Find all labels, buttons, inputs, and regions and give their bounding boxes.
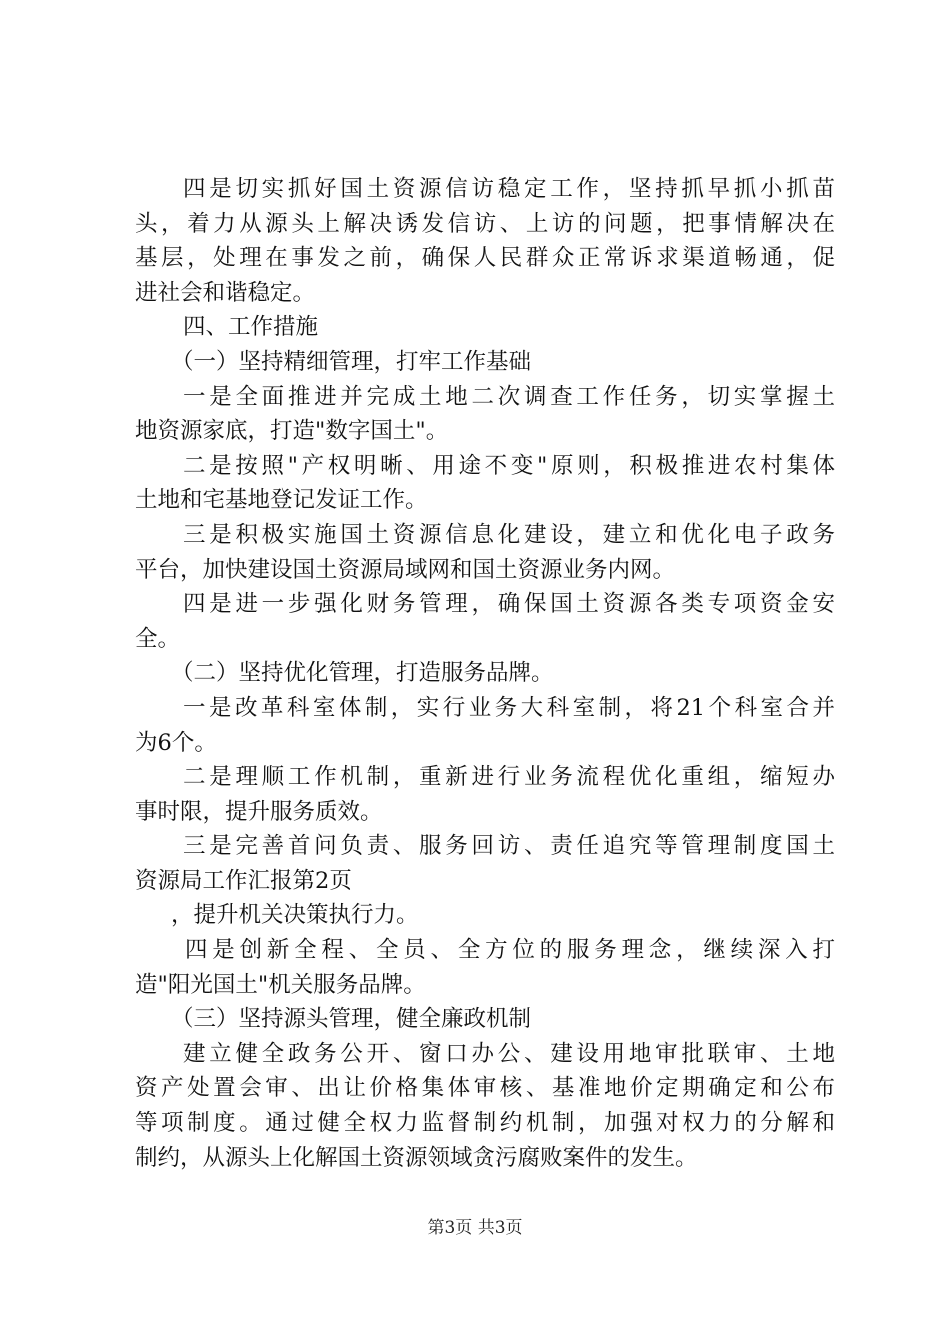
text-line: 全。 [135, 625, 181, 652]
text-line: 进社会和谐稳定。 [135, 279, 316, 306]
text-line: 制约，从源头上化解国土资源领域贪污腐败案件的发生。 [135, 1144, 698, 1171]
subsection-heading: （三）坚持源头管理，健全廉政机制 [171, 1006, 532, 1033]
subsection-heading: （一）坚持精细管理，打牢工作基础 [171, 348, 532, 375]
text-line: 土地和宅基地登记发证工作。 [135, 487, 428, 514]
text-line: 资源局工作汇报第2页 [135, 867, 352, 894]
text-line: 四是创新全程、全员、全方位的服务理念，继续深入打 [185, 937, 835, 964]
text-line: 二是按照"产权明晰、用途不变"原则，积极推进农村集体 [183, 452, 835, 479]
text-line: 基层，处理在事发之前，确保人民群众正常诉求渠道畅通，促 [135, 245, 835, 272]
text-line: 等项制度。通过健全权力监督制约机制，加强对权力的分解和 [135, 1110, 835, 1137]
text-line: 平台，加快建设国土资源局域网和国土资源业务内网。 [135, 556, 676, 583]
text-line: 为6个。 [135, 729, 217, 756]
text-line: 资产处置会审、出让价格集体审核、基准地价定期确定和公布 [135, 1075, 835, 1102]
text-line: 三是积极实施国土资源信息化建设，建立和优化电子政务 [183, 521, 835, 548]
text-line: 二是理顺工作机制，重新进行业务流程优化重组，缩短办 [183, 764, 835, 791]
section-heading: 四、工作措施 [183, 314, 319, 341]
subsection-heading: （二）坚持优化管理，打造服务品牌。 [171, 660, 554, 687]
text-line: 四是切实抓好国土资源信访稳定工作，坚持抓早抓小抓苗 [183, 176, 835, 202]
text-line: 头，着力从源头上解决诱发信访、上访的问题，把事情解决在 [135, 210, 835, 237]
text-line: 一是全面推进并完成土地二次调查工作任务，切实掌握土 [183, 383, 835, 410]
text-line: 三是完善首问负责、服务回访、责任追究等管理制度国土 [183, 833, 835, 860]
text-line: 地资源家底，打造"数字国土"。 [135, 418, 449, 445]
text-line: 造"阳光国土"机关服务品牌。 [135, 971, 426, 998]
document-body [135, 172, 835, 1175]
text-line: 四是进一步强化财务管理，确保国土资源各类专项资金安 [183, 591, 835, 618]
text-line: 建立健全政务公开、窗口办公、建设用地审批联审、土地 [183, 1040, 835, 1067]
page-footer: 第3页 共3页 [427, 1218, 523, 1238]
text-line: 一是改革科室体制，实行业务大科室制，将21个科室合并 [183, 694, 835, 721]
text-line: ，提升机关决策执行力。 [171, 902, 419, 929]
text-line: 事时限，提升服务质效。 [135, 798, 383, 825]
